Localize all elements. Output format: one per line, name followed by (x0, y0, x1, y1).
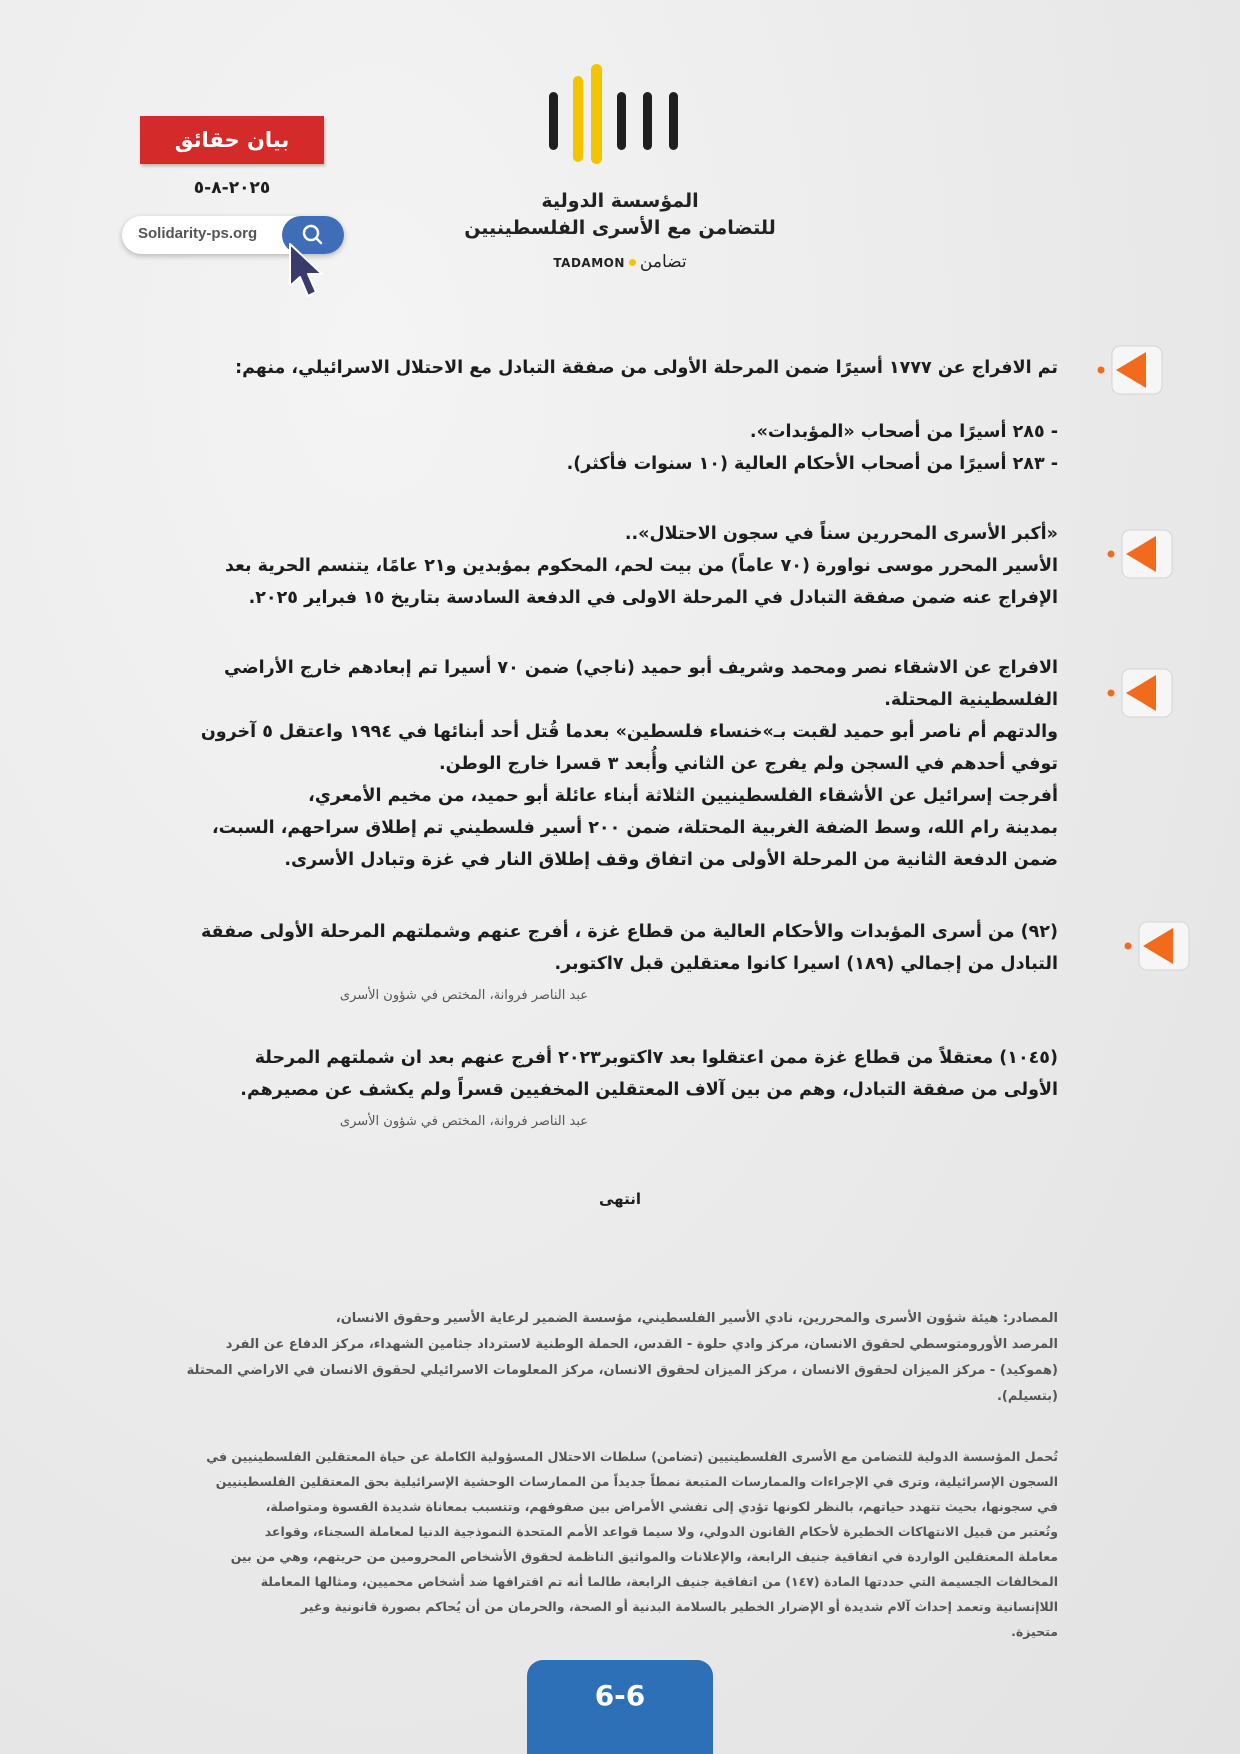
disclaimer-line: المخالفات الجسيمة التي حددتها المادة (١٤٧) من اتفاقية جنيف الرابعة، طالما أنه تم اقترافها ضد أشخاص محميين، ومثالها المعاملة (260, 1574, 1058, 1589)
fact-sheet-badge: بيان حقائق (140, 116, 324, 164)
section-line: الافراج عن الاشقاء نصر ومحمد وشريف أبو حميد (ناجي) ضمن ٧٠ أسيرا تم إبعادهم خارج الأراضي (223, 658, 1058, 678)
logo-bar (643, 92, 652, 150)
section-line: «أكبر الأسرى المحررين سناً في سجون الاحتلال».. (624, 524, 1058, 544)
reference-line: المصادر: هيئة شؤون الأسرى والمحررين، نادي الأسير الفلسطيني، مؤسسة الضمير لرعاية الأسير وحقوق الانسان، (335, 1311, 1058, 1326)
section-line: تم الافراج عن ١٧٧٧ أسيرًا ضمن المرحلة الأولى من صفقة التبادل مع الاحتلال الاسرائيلي، منهم: (235, 358, 1058, 378)
bullet-arrow-icon (1100, 663, 1176, 723)
section-released-count (158, 352, 1058, 480)
section-line: التبادل من إجمالي (١٨٩) اسيرا كانوا معتقلين قبل ٧اكتوبر. (554, 954, 1058, 974)
org-short-ar: تضامن (639, 252, 687, 272)
section-spacer (158, 384, 1058, 416)
bullet-arrow-icon (1100, 524, 1176, 584)
logo-bar (573, 76, 583, 162)
reference-line: (بتسيلم). (996, 1389, 1058, 1404)
section-line: (١٠٤٥) معتقلاً من قطاع غزة ممن اعتقلوا بعد ٧اكتوبر٢٠٢٣ أفرج عنهم بعد ان شملتهم المرحلة (254, 1048, 1058, 1068)
logo-bar (617, 92, 626, 150)
disclaimer (178, 1444, 1058, 1644)
mouse-cursor-icon (286, 242, 326, 302)
org-name-line2: للتضامن مع الأسرى الفلسطينيين (464, 217, 776, 239)
disclaimer-line: في سجونها، بحيث تتهدد حياتهم، بالنظر لكونها تؤدي إلى تفشي الأمراض بين صفوفهم، وتتسبب بمعاناة شديدة القسوة ومتواصلة، (265, 1499, 1058, 1514)
section-line: بمدينة رام الله، وسط الضفة الغربية المحتلة، ضمن ٢٠٠ أسير فلسطيني تم إطلاق سراحهم، السبت، (211, 818, 1058, 838)
section-line: - ٢٨٣ أسيرًا من أصحاب الأحكام العالية (١٠ سنوات فأكثر). (566, 454, 1058, 474)
website-url[interactable]: Solidarity-ps.org (138, 225, 258, 242)
disclaimer-line: تُحمل المؤسسة الدولية للتضامن مع الأسرى الفلسطينيين (تضامن) سلطات الاحتلال المسؤولية الكاملة عن حياة المعتقلين الفلسطينيين في (206, 1449, 1058, 1464)
references (178, 1306, 1058, 1410)
section-oldest-prisoner (158, 518, 1058, 614)
document-date: ٢٠٢٥-٨-٥ (193, 178, 271, 198)
reference-line: (هموكيد) - مركز الميزان لحقوق الانسان ، مركز الميزان لحقوق الانسان، مركز المعلومات الاسرائيلي لحقوق الانسان في الاراضي المحتلة (186, 1363, 1058, 1378)
logo-bar (669, 92, 678, 150)
disclaimer-line: معاملة المعتقلين الواردة في اتفاقية جنيف الرابعة، والإعلانات والمواثيق الناظمة لحقوق الأشخاص المحرومين من حريتهم، وهي من بين (230, 1549, 1058, 1564)
section-line: الإفراج عنه ضمن صفقة التبادل في المرحلة الاولى في الدفعة السادسة بتاريخ ١٥ فبراير ٢٠٢٥. (248, 588, 1058, 608)
section-line: (٩٢) من أسرى المؤبدات والأحكام العالية من قطاع غزة ، أفرج عنهم وشملتهم المرحلة الأولى صفقة (200, 922, 1058, 942)
section-source: عبد الناصر فروانة، المختص في شؤون الأسرى (339, 1114, 588, 1129)
section-line: توفي أحدهم في السجن ولم يفرج عن الثاني وأُبعد ٣ قسرا خارج الوطن. (439, 754, 1058, 774)
bullet-arrow-icon (1117, 916, 1193, 976)
section-source: عبد الناصر فروانة، المختص في شؤون الأسرى (339, 988, 588, 1003)
section-line: والدتهم أم ناصر أبو حميد لقبت بـ»خنساء فلسطين» بعدما قُتل أحد أبنائها في ١٩٩٤ واعتقل ٥ آخرون (200, 722, 1058, 742)
org-short-en: TADAMON (553, 256, 625, 270)
disclaimer-line: متحيزة. (1011, 1624, 1058, 1639)
section-line: الأسير المحرر موسى نواورة (٧٠ عاماً) من بيت لحم، المحكوم بمؤبدين و٢١ عامًا، يتنسم الحرية بعد (225, 556, 1058, 576)
disclaimer-line: وتُعتبر من قبيل الانتهاكات الخطيرة لأحكام القانون الدولي، ولا سيما قواعد الأمم المتحدة النموذجية الدنيا لمعاملة السجناء، وقواعد (264, 1524, 1058, 1539)
end-marker: انتهى (599, 1190, 641, 1208)
section-gaza-life-sentences (158, 916, 1058, 1012)
section-line: الأولى من صفقة التبادل، وهم من بين آلاف المعتقلين المخفيين قسراً ولم يكشف عن مصيرهم. (240, 1080, 1058, 1100)
disclaimer-line: السجون الإسرائيلية، وترى في الإجراءات والممارسات المتبعة نمطاً جديداً من الممارسات الوحشية الإسرائيلية بحق المعتقلين الفلسطينيين (215, 1474, 1058, 1489)
reference-line: المرصد الأورومتوسطي لحقوق الانسان، مركز وادي حلوة - القدس، الحملة الوطنية لاسترداد جثامين الشهداء، مركز الدفاع عن الفرد (225, 1337, 1058, 1352)
org-short-name (510, 252, 730, 272)
section-line: - ٢٨٥ أسيرًا من أصحاب «المؤبدات». (749, 422, 1058, 442)
org-name-line1: المؤسسة الدولية (541, 190, 699, 212)
page-number: 6-6 (527, 1660, 713, 1754)
logo-bar (549, 92, 558, 150)
section-gaza-detainees (158, 1042, 1058, 1138)
org-name (440, 188, 800, 242)
logo-bar (591, 64, 602, 164)
logo-icon (545, 62, 695, 172)
section-line: أفرجت إسرائيل عن الأشقاء الفلسطينيين الثلاثة أبناء عائلة أبو حميد، من مخيم الأمعري، (308, 786, 1058, 806)
section-line: الفلسطينية المحتلة. (884, 690, 1058, 710)
section-abu-hamid-brothers (158, 652, 1058, 876)
section-line: ضمن الدفعة الثانية من المرحلة الأولى من اتفاق وقف إطلاق النار في غزة وتبادل الأسرى. (284, 850, 1058, 870)
bullet-arrow-icon (1090, 340, 1166, 400)
dot-icon (629, 259, 636, 266)
disclaimer-line: اللاإنسانية وتعمد إحداث آلام شديدة أو الإضرار الخطير بالسلامة البدنية أو الصحة، والحرمان من أن يُحاكم بصورة قانونية وغير (300, 1599, 1058, 1614)
